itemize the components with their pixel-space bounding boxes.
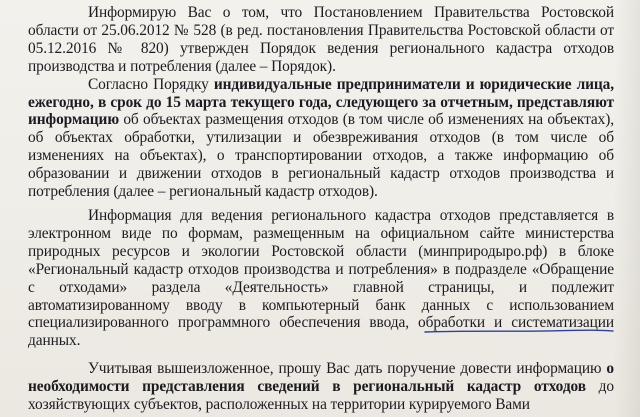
paragraph-text: до хозяйствующих субъектов, расположенных на территории курируемого Вами bbox=[28, 378, 614, 414]
letter-body bbox=[28, 4, 614, 414]
paragraph-electronic-submission bbox=[28, 207, 614, 350]
paragraph-request bbox=[28, 360, 614, 414]
scan-edge-shadow bbox=[614, 0, 640, 417]
paragraph-text: об объектах размещения отходов (в том числе об изменениях на объектах), об объектах обработки, утилизации и обезвреживания отходов (в том числе об изменениях на объектах), о транспортировании отходов, а также информацию об образовании и движении отходов в региональный кадастр отходов производства и потребления (далее – региональный кадастр отходов). bbox=[28, 111, 614, 201]
bold-emphasis: индивидуальные предприниматели и юридические лица, ежегодно, в срок до 15 марта текущего года, следующего за отчетным, представляют информацию bbox=[28, 75, 614, 129]
bold-emphasis: о необходимости представления сведений в региональный кадастр отходов bbox=[28, 360, 614, 396]
paragraph-text: Учитывая вышеизложенное, прошу Вас дать поручение довести информацию bbox=[88, 360, 607, 378]
paragraph-text: Информирую Вас о том, что Постановлением Правительства Ростовской области от 25.06.2012 № 528 (в ред. постановления Правительства Ростовской области от 05.12.2016 № 820) утвержден Порядок ведения регионального кадастра отходов производства и потребления (далее – Порядок). bbox=[28, 4, 614, 75]
paragraph-text: Информация для ведения регионального кадастра отходов представляется в электронном виде по формам, размещенным на официальном сайте министерства природных ресурсов и экологии Ростовской области (минприродыро.рф) в блоке «Региональный кадастр отходов производства и потребления» в подразделе «Обращение с отходами» раздела «Деятельность» главной страницы, и подлежит автоматизированному вводу в компьютерный банк данных с использованием специализированного программного обеспечения ввода, обработки и систематизации данных. bbox=[28, 206, 614, 350]
paragraph-text: Согласно Порядку bbox=[88, 75, 214, 93]
paragraph-reporting-obligation bbox=[28, 76, 614, 201]
paragraph-decree-info bbox=[28, 4, 614, 76]
